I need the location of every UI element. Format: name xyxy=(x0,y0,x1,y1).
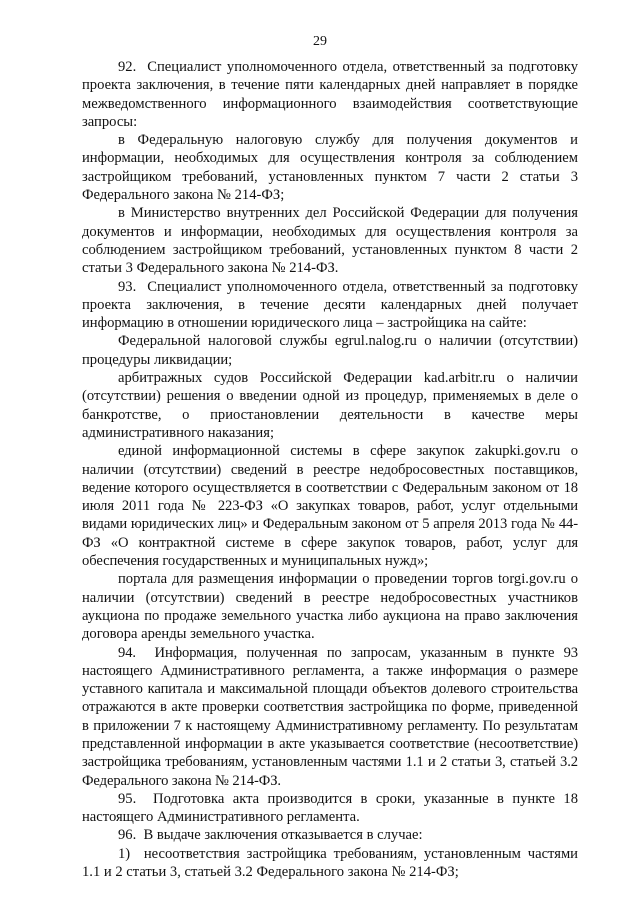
paragraph-93-tax-service-site: Федеральной налоговой службы egrul.nalog.ru о наличии (отсутствии) процедуры ликвидации; xyxy=(82,333,578,368)
paragraph-94: 94. Информация, полученная по запросам, указанным в пункте 93 настоящего Административного регламента, а также информация о размере уставного капитала и максимальной площади объектов долевого строительства отражаются в акте проверки соответствия застройщика по форме, приведенной в приложении 7 к настоящему Административному регламенту. По результатам представленной информации в акте указывается соответствие (несоответствие) застройщика требованиям, установленным частями 1.1 и 2 статьи 3, статьей 3.2 Федерального закона № 214-ФЗ. xyxy=(82,644,578,789)
paragraph-92-request-tax-service: в Федеральную налоговую службу для получения документов и информации, необходимых для осуществления контроля за соблюдением застройщиком требований, установленных пунктом 7 части 2 статьи 3 Федерального закона № 214-ФЗ; xyxy=(82,132,578,204)
page-number: 29 xyxy=(313,34,327,49)
paragraph-92: 92. Специалист уполномоченного отдела, ответственный за подготовку проекта заключения, в течение пяти календарных дней направляет в порядке межведомственного информационного взаимодействия соответствующие запросы: xyxy=(82,59,578,130)
paragraph-96-item-1: 1) несоответствия застройщика требованиям, установленным частями 1.1 и 2 статьи 3, статьей 3.2 Федерального закона № 214-ФЗ; xyxy=(82,845,578,881)
paragraph-92-request-interior-ministry: в Министерство внутренних дел Российской Федерации для получения документов и информации, необходимых для осуществления контроля за соблюдением застройщиком требований, установленных пунктом 8 части 2 статьи 3 Федерального закона № 214-ФЗ. xyxy=(82,205,578,277)
paragraph-95: 95. Подготовка акта производится в сроки, указанные в пункте 18 настоящего Административного регламента. xyxy=(82,790,578,826)
paragraph-93-arbitration-site: арбитражных судов Российской Федерации kad.arbitr.ru о наличии (отсутствии) решения о введении одной из процедур, применяемых в деле о банкротстве, о приостановлении деятельности в качестве меры административного наказания; xyxy=(82,370,578,441)
document-body xyxy=(82,58,578,881)
paragraph-93-auction-site: портала для размещения информации о проведении торгов torgi.gov.ru о наличии (отсутствии) сведений в реестре недобросовестных участников аукциона по продаже земельного участка либо аукциона на право заключения договора аренды земельного участка. xyxy=(82,571,578,643)
paragraph-93-procurement-site: единой информационной системы в сфере закупок zakupki.gov.ru о наличии (отсутствии) сведений в реестре недобросовестных поставщиков, ведение которого осуществляется в соответствии с Федеральным законом от 18 июля 2011 года № 223-ФЗ «О закупках товаров, работ, услуг отдельными видами юридических лиц» и Федеральным законом от 5 апреля 2013 года № 44-ФЗ «О контрактной системе в сфере закупок товаров, работ, услуг для обеспечения государственных и муниципальных нужд»; xyxy=(82,443,578,570)
paragraph-96: 96. В выдаче заключения отказывается в случае: xyxy=(118,827,423,844)
paragraph-93: 93. Специалист уполномоченного отдела, ответственный за подготовку проекта заключения, в течение десяти календарных дней получает информацию в отношении юридического лица – застройщика на сайте: xyxy=(82,278,578,332)
